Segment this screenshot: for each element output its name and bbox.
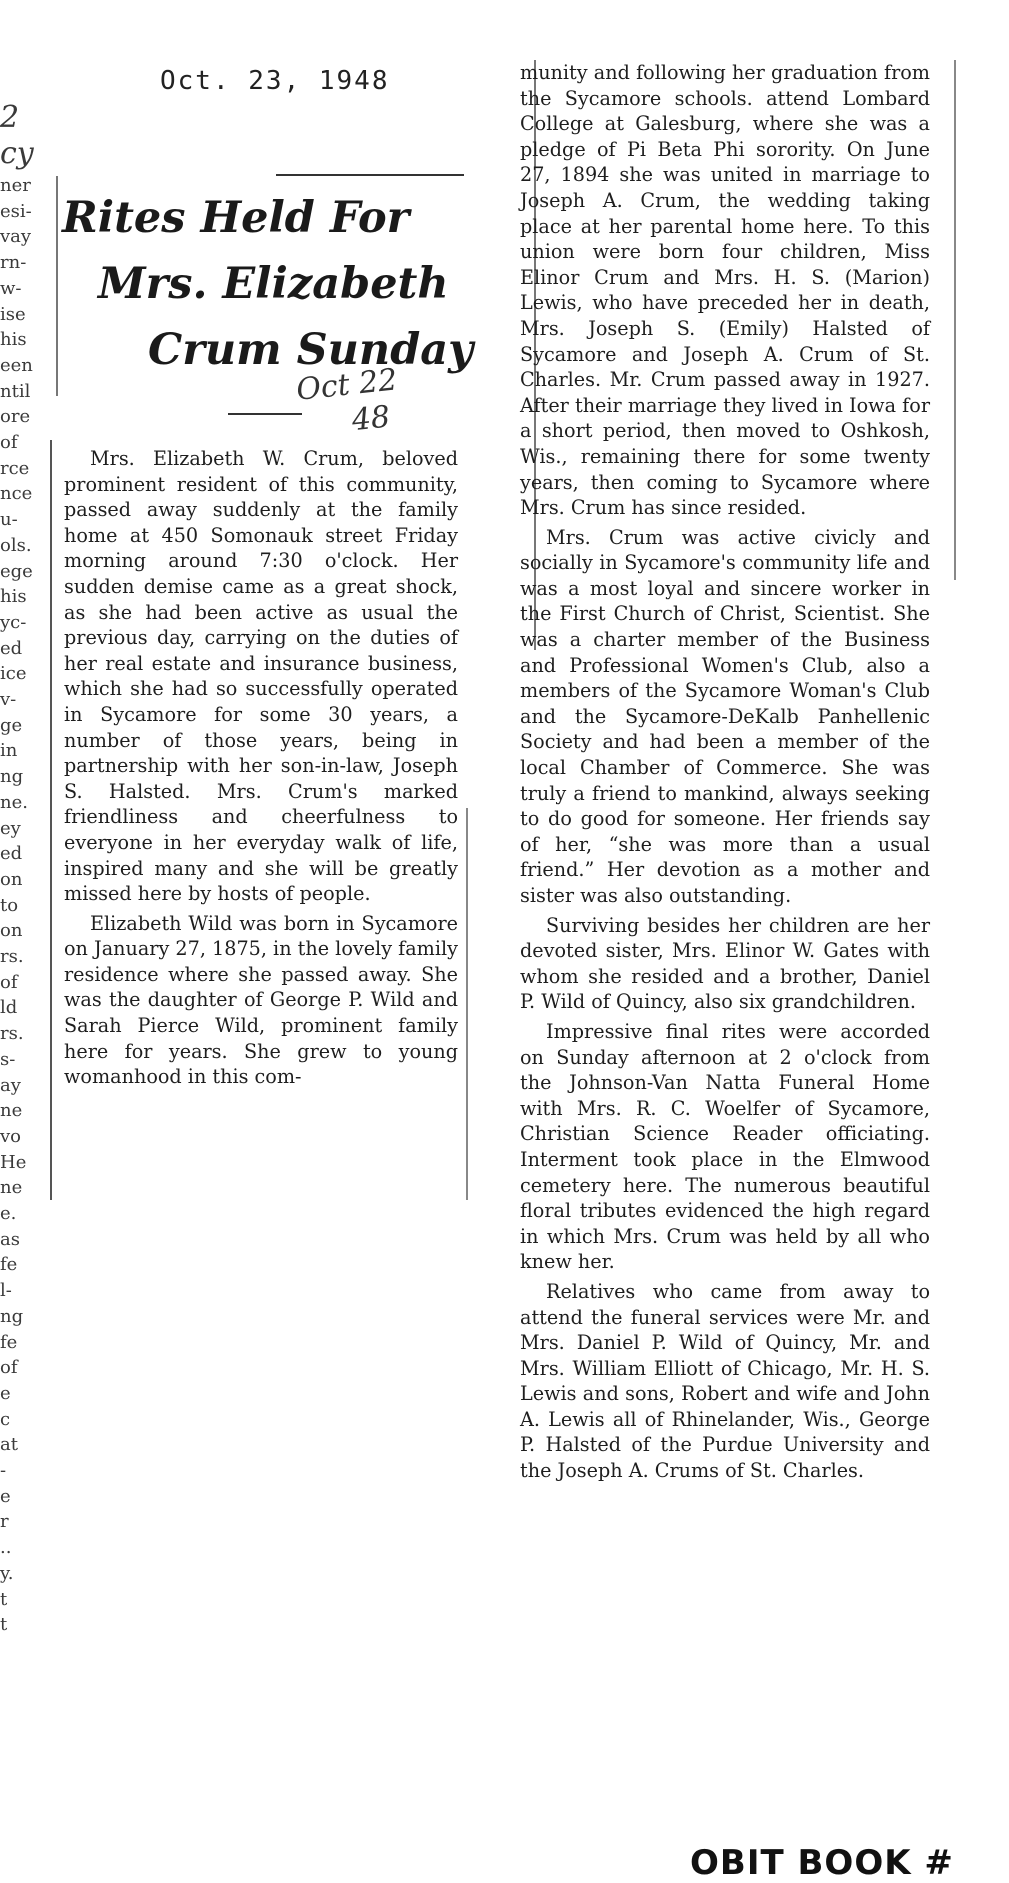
edge-fragment: ay bbox=[0, 1074, 21, 1096]
edge-fragment: rce bbox=[0, 457, 30, 479]
edge-fragment: of bbox=[0, 432, 18, 453]
headline-line-2: Mrs. Elizabeth bbox=[98, 259, 449, 309]
edge-fragment: on bbox=[0, 920, 23, 942]
edge-fragment: 2 bbox=[0, 100, 20, 135]
edge-fragment: e. bbox=[0, 1203, 17, 1224]
edge-fragment: v- bbox=[0, 689, 17, 710]
edge-fragment: to bbox=[0, 894, 19, 916]
handwritten-date-note bbox=[295, 357, 452, 444]
edge-fragment: rs. bbox=[0, 1023, 24, 1045]
edge-fragment: fe bbox=[0, 1331, 18, 1353]
edge-fragment: - bbox=[0, 1460, 7, 1481]
edge-fragment: ge bbox=[0, 714, 23, 736]
edge-fragment: of bbox=[0, 971, 18, 993]
edge-fragment: ntil bbox=[0, 380, 31, 402]
edge-fragment: ege bbox=[0, 560, 33, 582]
paragraph: Elizabeth Wild was born in Sycamore on January 27, 1875, in the lovely family residence where she passed away. She was the daughter of George P. Wild and Sarah Pierce Wild, prominent family here for years. She grew to young womanhood in this com- bbox=[64, 911, 458, 1089]
edge-fragment: ne. bbox=[0, 791, 28, 813]
edge-fragment: on bbox=[0, 868, 23, 890]
top-rule bbox=[276, 174, 464, 176]
edge-fragment: cy bbox=[0, 136, 34, 171]
edge-fragment: fe bbox=[0, 1254, 18, 1276]
edge-fragment: his bbox=[0, 329, 27, 351]
edge-fragment: c bbox=[0, 1408, 11, 1430]
headline-left-border bbox=[56, 176, 58, 396]
edge-fragment: yc- bbox=[0, 611, 27, 633]
paragraph: Impressive final rites were accorded on Sunday afternoon at 2 o'clock from the Johnson-Van Natta Funeral Home with Mrs. R. C. Woelfer of Sycamore, Christian Science Reader officiating. Interment took place in the Elmwood cemetery here. The numerous beautiful floral tributes evidenced the high regard in which Mrs. Crum was held by all who knew her. bbox=[520, 1019, 930, 1274]
handwritten-date: Oct 22 bbox=[294, 362, 399, 408]
edge-fragment: ice bbox=[0, 663, 27, 685]
headline bbox=[62, 185, 472, 383]
edge-fragment: He bbox=[0, 1151, 27, 1173]
edge-fragment: ne bbox=[0, 1177, 23, 1199]
paragraph: Mrs. Elizabeth W. Crum, beloved prominent resident of this community, passed away suddenly at the family home at 450 Somonauk street Friday morning around 7:30 o'clock. Her sudden demise came as a great shock, as she had been active as usual the previous day, carrying on the duties of her real estate and insurance business, which she had so successfully operated in Sycamore for some 30 years, a number of those years, being in partnership with her son-in-law, Joseph S. Halsted. Mrs. Crum's marked friendliness and cheerfulness to everyone in her everyday walk of life, inspired many and she will be greatly missed here by hosts of people. bbox=[64, 447, 458, 906]
headline-line-1: Rites Held For bbox=[62, 193, 410, 243]
edge-fragment: y. bbox=[0, 1562, 14, 1584]
edge-fragment: u- bbox=[0, 509, 18, 531]
edge-fragment: ner bbox=[0, 175, 31, 196]
edge-fragment: of bbox=[0, 1357, 18, 1379]
edge-fragment: ed bbox=[0, 637, 23, 659]
headline-underline bbox=[228, 413, 302, 415]
edge-fragment: nce bbox=[0, 483, 33, 505]
edge-fragment: esi- bbox=[0, 200, 32, 222]
edge-fragment: in bbox=[0, 740, 18, 762]
edge-fragment: e bbox=[0, 1485, 11, 1507]
obit-book-stamp: OBIT BOOK # bbox=[690, 1843, 954, 1883]
edge-fragment: his bbox=[0, 586, 27, 608]
headline-line-3: Crum Sunday bbox=[148, 325, 474, 375]
edge-fragment: ise bbox=[0, 303, 26, 325]
edge-fragment: as bbox=[0, 1228, 20, 1250]
edge-fragment: t bbox=[0, 1588, 8, 1610]
edge-fragment: ols. bbox=[0, 534, 32, 556]
edge-fragment: r bbox=[0, 1511, 9, 1533]
edge-fragment: ey bbox=[0, 817, 21, 839]
edge-fragment: t bbox=[0, 1614, 8, 1636]
edge-fragment: vay bbox=[0, 226, 32, 248]
edge-fragment: vo bbox=[0, 1125, 22, 1147]
edge-fragment: s- bbox=[0, 1048, 16, 1070]
left-column-border bbox=[50, 440, 52, 1200]
edge-fragment: ld bbox=[0, 997, 18, 1019]
edge-fragment: een bbox=[0, 354, 33, 376]
edge-fragment: e bbox=[0, 1382, 11, 1404]
edge-fragment: rn- bbox=[0, 252, 27, 274]
paragraph: Mrs. Crum was active civicly and socially in Sycamore's community life and was a most loyal and sincere worker in the First Church of Christ, Scientist. She was a charter member of the Business and Professional Women's Club, also a members of the Sycamore Woman's Club and the Sycamore-DeKalb Panhellenic Society and had been a member of the local Chamber of Commerce. She was truly a friend to mankind, always seeking to do good for someone. Her friends say of her, “she was more than a usual friend.” Her devotion as a mother and sister was also outstanding. bbox=[520, 525, 930, 907]
edge-fragment: at bbox=[0, 1434, 18, 1456]
edge-fragment: ng bbox=[0, 1305, 24, 1327]
article-left-column bbox=[64, 446, 458, 1090]
dateline: Oct. 23, 1948 bbox=[160, 66, 390, 96]
edge-fragment: w- bbox=[0, 277, 22, 299]
paragraph: Surviving besides her children are her devoted sister, Mrs. Elinor W. Gates with whom she resided and a brother, Daniel P. Wild of Quincy, also six grandchildren. bbox=[520, 913, 930, 1014]
handwritten-year: 48 bbox=[350, 399, 392, 439]
edge-fragment: ore bbox=[0, 406, 31, 428]
edge-fragment: l- bbox=[0, 1280, 12, 1302]
paragraph: Relatives who came from away to attend the funeral services were Mr. and Mrs. Daniel P. Wild of Quincy, Mr. and Mrs. William Elliott of Chicago, Mr. H. S. Lewis and sons, Robert and wife and John A. Lewis all of Rhinelander, Wis., George P. Halsted of the Purdue University and the Joseph A. Crums of St. Charles. bbox=[520, 1279, 930, 1483]
paragraph: munity and following her graduation from the Sycamore schools. attend Lombard College at Galesburg, where she was a pledge of Pi Beta Phi sorority. On June 27, 1894 she was united in marriage to Joseph A. Crum, the wedding taking place at her parental home here. To this union were born four children, Miss Elinor Crum and Mrs. H. S. (Marion) Lewis, who have preceded her in death, Mrs. Joseph S. (Emily) Halsted of Sycamore and Joseph A. Crum of St. Charles. Mr. Crum passed away in 1927. After their marriage they lived in Iowa for a short period, then moved to Oshkosh, Wis., remaining there for some twenty years, then coming to Sycamore where Mrs. Crum has since resided. bbox=[520, 61, 930, 520]
edge-fragment: ne bbox=[0, 1100, 23, 1122]
article-right-column bbox=[520, 60, 930, 1484]
edge-fragment: ed bbox=[0, 843, 23, 865]
edge-fragment: .. bbox=[0, 1537, 12, 1559]
left-column-right-border bbox=[466, 808, 468, 1200]
edge-fragment: rs. bbox=[0, 946, 24, 967]
edge-fragment: ng bbox=[0, 766, 24, 788]
right-column-outer-border bbox=[954, 60, 956, 580]
